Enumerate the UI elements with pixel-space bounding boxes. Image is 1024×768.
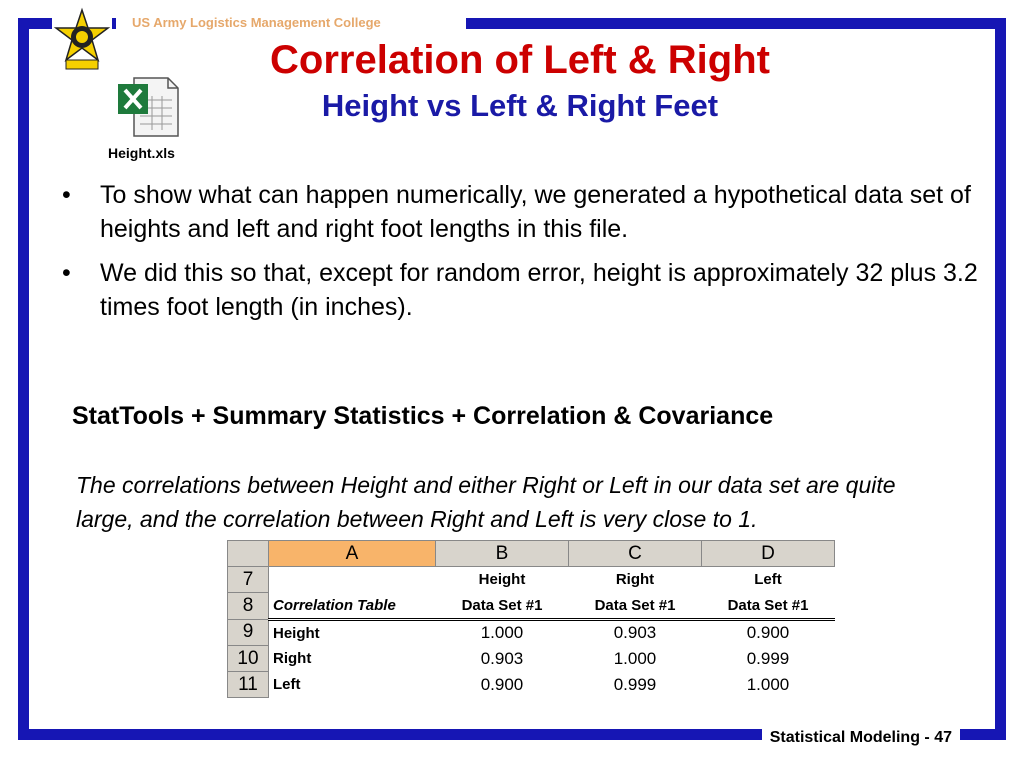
slide-subtitle: Height vs Left & Right Feet: [321, 88, 719, 123]
menu-path-heading: StatTools + Summary Statistics + Correlation & Covariance: [72, 402, 774, 430]
excel-file-icon[interactable]: [116, 76, 182, 138]
row-header[interactable]: 11: [228, 672, 269, 698]
cell[interactable]: 1.000: [613, 648, 657, 668]
cell[interactable]: 0.999: [746, 648, 790, 668]
cell[interactable]: Left: [273, 676, 301, 693]
frame-left: [18, 18, 29, 740]
cell[interactable]: 1.000: [746, 674, 790, 694]
bullet-list: [60, 178, 990, 334]
cell[interactable]: Right: [273, 650, 312, 667]
cell[interactable]: 1.000: [480, 623, 524, 642]
cell[interactable]: Correlation Table: [269, 593, 436, 620]
table-row: [228, 619, 835, 646]
cell[interactable]: Data Set #1: [436, 593, 569, 620]
file-name-label[interactable]: Height.xls: [108, 145, 175, 161]
table-row: [228, 672, 835, 698]
column-header-b[interactable]: B: [436, 541, 569, 567]
cell[interactable]: Left: [754, 571, 782, 589]
cell[interactable]: 0.903: [480, 648, 524, 668]
cell[interactable]: Height: [273, 624, 320, 642]
college-name: US Army Logistics Management College: [126, 15, 387, 30]
cell[interactable]: 0.903: [613, 623, 657, 642]
slide-title: Correlation of Left & Right: [270, 38, 770, 82]
cell[interactable]: 0.999: [613, 674, 657, 694]
column-header-d[interactable]: D: [702, 541, 835, 567]
column-header-row: [228, 541, 835, 567]
slide-footer: Statistical Modeling - 47: [762, 729, 960, 747]
row-header[interactable]: 9: [228, 619, 269, 646]
cell[interactable]: Height: [478, 571, 526, 589]
column-header-c[interactable]: C: [569, 541, 702, 567]
bullet-item: • To show what can happen numerically, we generated a hypothetical data set of heights and left and right foot lengths in this file.: [62, 181, 971, 243]
cell[interactable]: [269, 567, 436, 593]
table-row: [228, 593, 835, 620]
table-row: [228, 646, 835, 672]
frame-right: [995, 18, 1006, 740]
college-crest-logo: [52, 6, 112, 72]
row-header[interactable]: 8: [228, 593, 269, 620]
cell[interactable]: Data Set #1: [702, 593, 835, 620]
correlation-note: The correlations between Height and either Right or Left in our data set are quite large, and the correlation between Right and Left is very close to 1.: [76, 472, 896, 532]
row-header[interactable]: 7: [228, 567, 269, 593]
table-row: [228, 567, 835, 593]
cell[interactable]: Data Set #1: [569, 593, 702, 620]
frame-top-right: [466, 18, 1006, 29]
cell[interactable]: Right: [615, 571, 655, 589]
cell[interactable]: 0.900: [746, 623, 790, 642]
bullet-item: • We did this so that, except for random error, height is approximately 32 plus 3.2 times foot length (in inches).: [62, 259, 978, 321]
row-header[interactable]: 10: [228, 646, 269, 672]
corner-cell[interactable]: [228, 541, 269, 567]
correlation-spreadsheet: [227, 540, 835, 698]
cell[interactable]: 0.900: [480, 674, 524, 694]
column-header-a[interactable]: A: [269, 541, 436, 567]
